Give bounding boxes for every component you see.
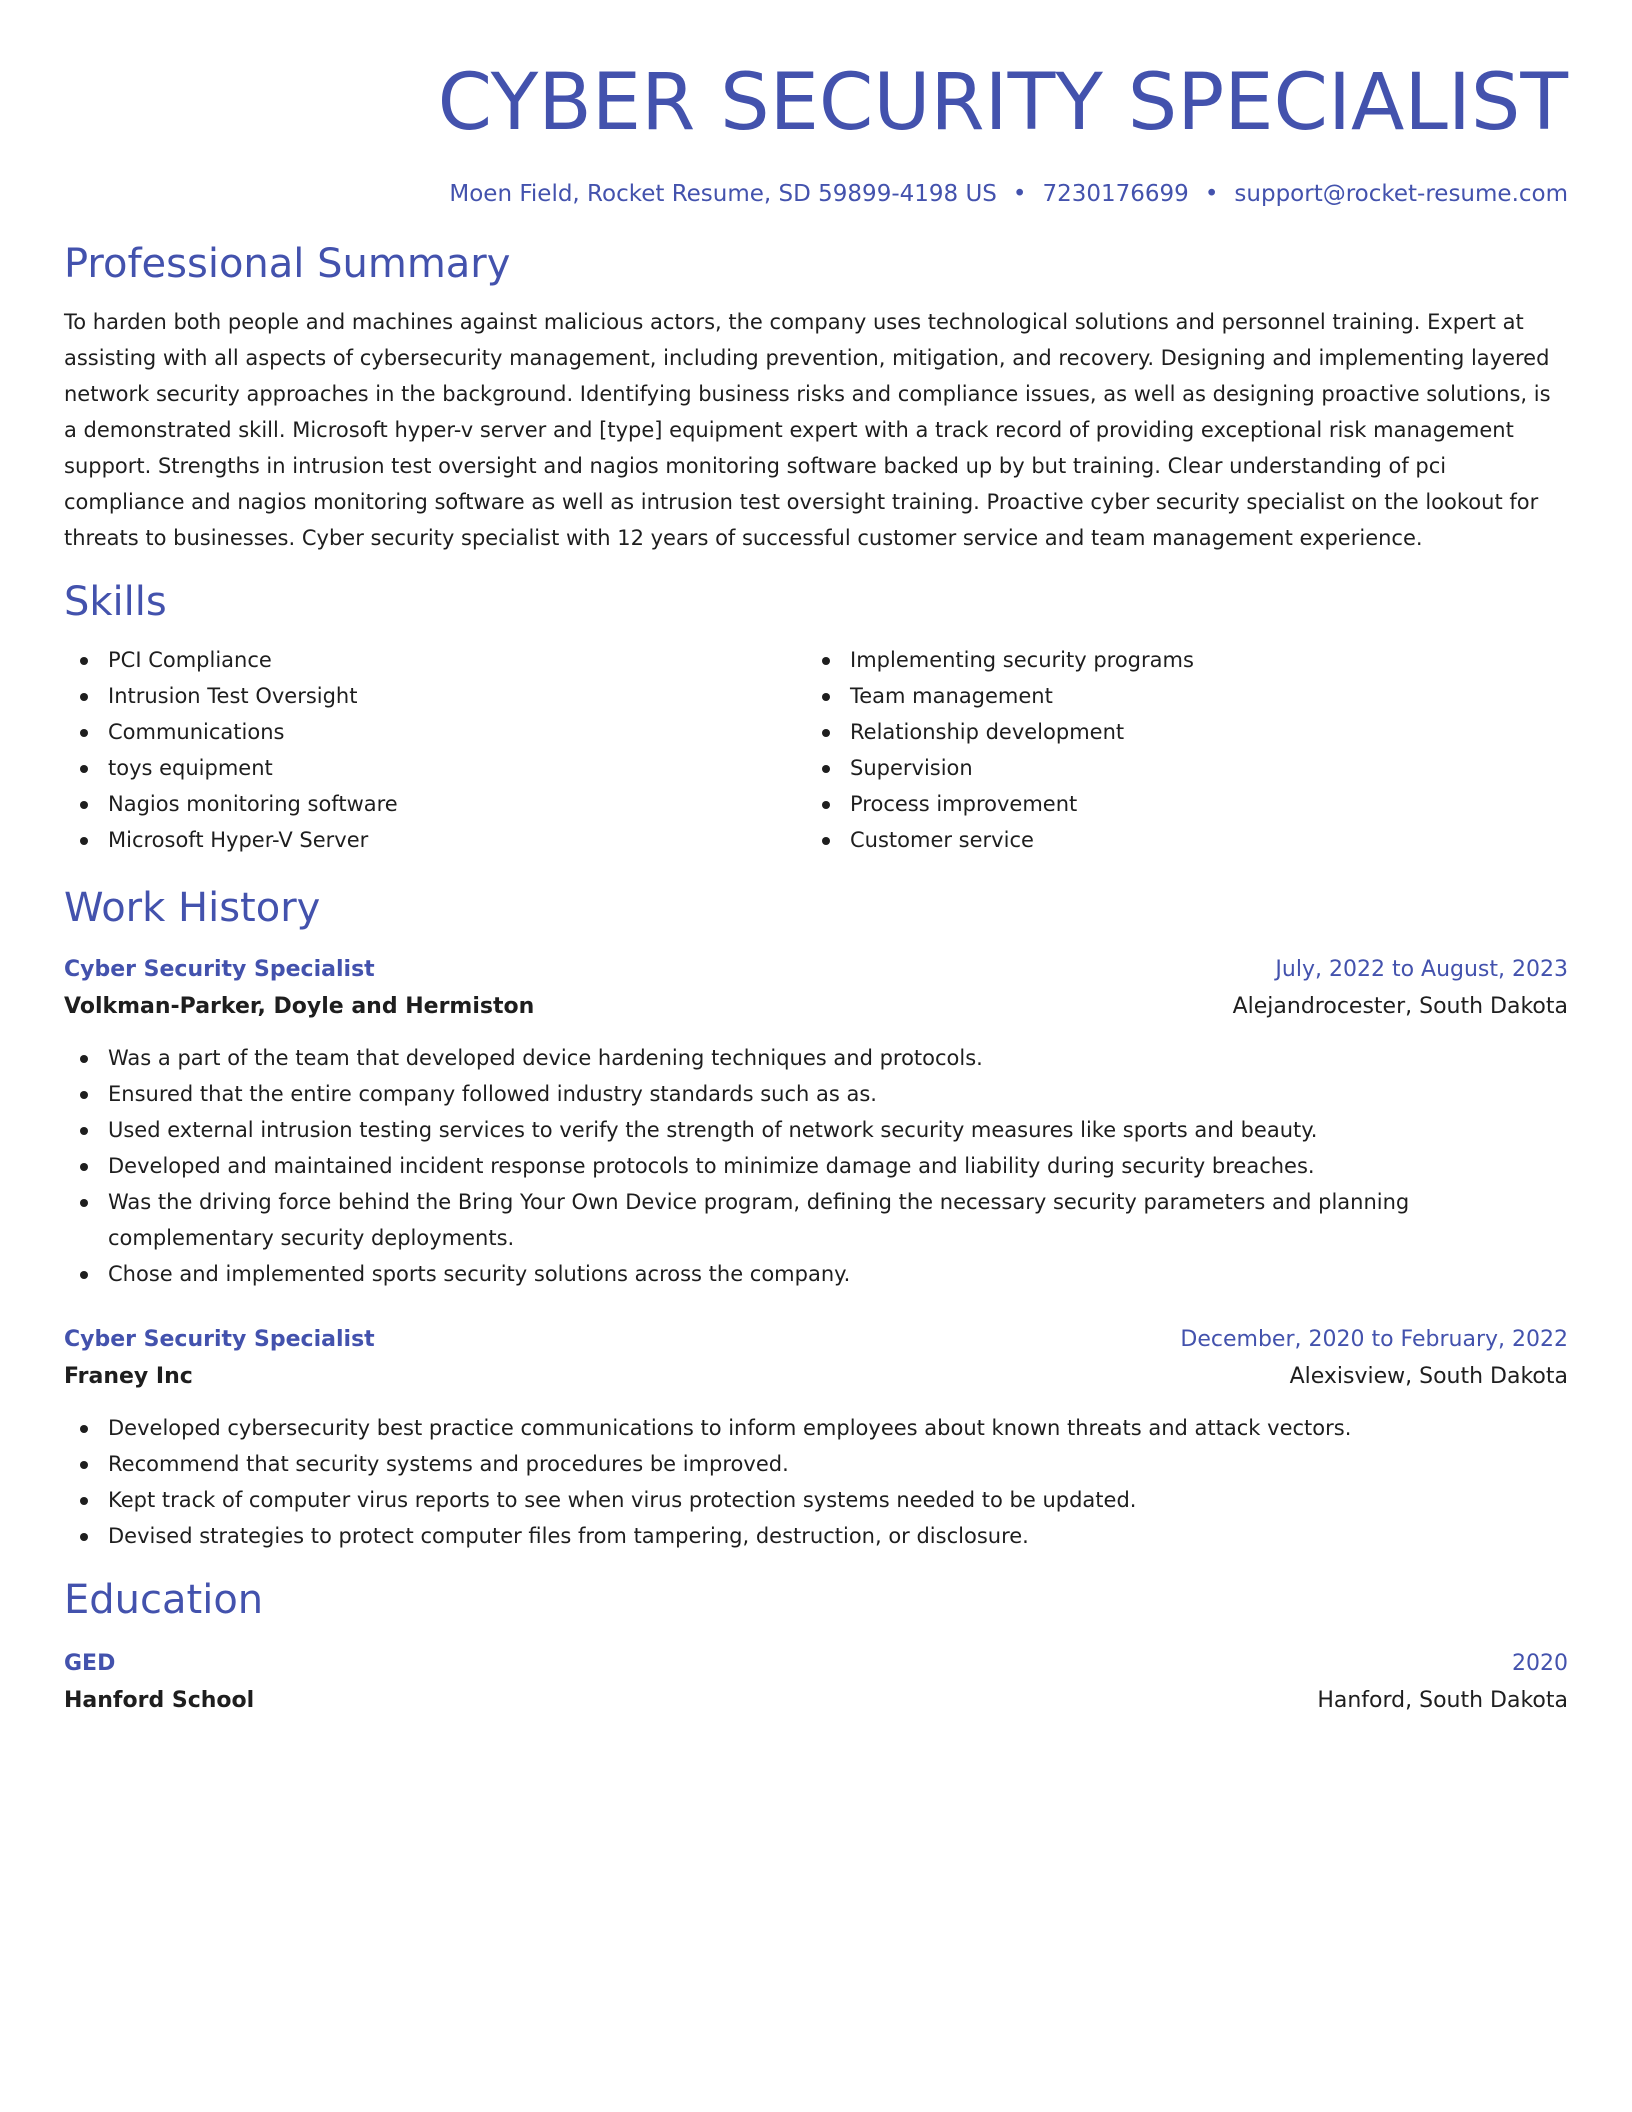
job-company: Franey Inc bbox=[64, 1364, 193, 1389]
job-location: Alejandrocester, South Dakota bbox=[1232, 994, 1568, 1019]
skills-heading: Skills bbox=[64, 579, 167, 625]
job-bullet: Was the driving force behind the Bring Your Own Device program, defining the necessary security parameters and planning complementary security deployments. bbox=[64, 1184, 1568, 1256]
job-subheader bbox=[64, 1358, 1568, 1396]
education-heading: Education bbox=[64, 1577, 264, 1623]
education-school: Hanford School bbox=[64, 1688, 255, 1713]
skill-item: Microsoft Hyper-V Server bbox=[64, 822, 806, 858]
resume-page bbox=[64, 0, 1568, 1720]
work-history-heading: Work History bbox=[64, 885, 321, 931]
skills-column-right bbox=[806, 642, 1548, 858]
skills-column-left bbox=[64, 642, 806, 858]
skill-item: Customer service bbox=[806, 822, 1548, 858]
job-role: Cyber Security Specialist bbox=[64, 957, 375, 982]
education-degree: GED bbox=[64, 1651, 116, 1676]
job-entry bbox=[64, 952, 1568, 1292]
education-entry bbox=[64, 1646, 1568, 1720]
skill-item: Supervision bbox=[806, 750, 1548, 786]
contact-email: support@rocket-resume.com bbox=[1234, 181, 1568, 207]
skills-list bbox=[64, 642, 1568, 858]
job-location: Alexisview, South Dakota bbox=[1289, 1364, 1568, 1389]
summary-heading: Professional Summary bbox=[64, 241, 511, 287]
job-bullets bbox=[64, 1410, 1568, 1554]
education-year: 2020 bbox=[1512, 1651, 1568, 1676]
job-header bbox=[64, 952, 1568, 988]
job-header bbox=[64, 1322, 1568, 1358]
job-bullet: Used external intrusion testing services to verify the strength of network security measures like sports and beauty. bbox=[64, 1112, 1568, 1148]
job-bullets bbox=[64, 1040, 1568, 1292]
skill-item: PCI Compliance bbox=[64, 642, 806, 678]
job-subheader bbox=[64, 988, 1568, 1026]
contact-address: Moen Field, Rocket Resume, SD 59899-4198 US bbox=[449, 181, 997, 207]
skill-item: Communications bbox=[64, 714, 806, 750]
skill-item: Process improvement bbox=[806, 786, 1548, 822]
job-bullet: Ensured that the entire company followed industry standards such as as. bbox=[64, 1076, 1568, 1112]
job-bullet: Developed cybersecurity best practice communications to inform employees about known threats and attack vectors. bbox=[64, 1410, 1568, 1446]
skill-item: Nagios monitoring software bbox=[64, 786, 806, 822]
job-bullet: Was a part of the team that developed device hardening techniques and protocols. bbox=[64, 1040, 1568, 1076]
job-dates: July, 2022 to August, 2023 bbox=[1275, 957, 1568, 982]
education-header bbox=[64, 1646, 1568, 1682]
job-bullet: Devised strategies to protect computer files from tampering, destruction, or disclosure. bbox=[64, 1518, 1568, 1554]
skill-item: toys equipment bbox=[64, 750, 806, 786]
job-bullet: Chose and implemented sports security solutions across the company. bbox=[64, 1256, 1568, 1292]
skill-item: Intrusion Test Oversight bbox=[64, 678, 806, 714]
skill-item: Implementing security programs bbox=[806, 642, 1548, 678]
skill-item: Relationship development bbox=[806, 714, 1548, 750]
contact-separator: • bbox=[1204, 181, 1219, 207]
job-company: Volkman-Parker, Doyle and Hermiston bbox=[64, 994, 535, 1019]
job-dates: December, 2020 to February, 2022 bbox=[1180, 1327, 1568, 1352]
contact-phone: 7230176699 bbox=[1042, 181, 1189, 207]
job-bullet: Recommend that security systems and procedures be improved. bbox=[64, 1446, 1568, 1482]
job-bullet: Kept track of computer virus reports to see when virus protection systems needed to be updated. bbox=[64, 1482, 1568, 1518]
job-bullet: Developed and maintained incident response protocols to minimize damage and liability during security breaches. bbox=[64, 1148, 1568, 1184]
skill-item: Team management bbox=[806, 678, 1548, 714]
summary-text: To harden both people and machines against malicious actors, the company uses technological solutions and personnel training. Expert at assisting with all aspects of cybersecurity management, including prevention, mitigation, and recovery. Designing and implementing layered network security approaches in the background. Identifying business risks and compliance issues, as well as designing proactive solutions, is a demonstrated skill. Microsoft hyper-v server and [type] equipment expert with a track record of providing exceptional risk management support. Strengths in intrusion test oversight and nagios monitoring software backed up by but training. Clear understanding of pci compliance and nagios monitoring software as well as intrusion test oversight training. Proactive cyber security specialist on the lookout for threats to businesses. Cyber security specialist with 12 years of successful customer service and team management experience. bbox=[64, 310, 1551, 550]
contact-line bbox=[64, 178, 1568, 210]
job-entry bbox=[64, 1322, 1568, 1554]
job-role: Cyber Security Specialist bbox=[64, 1327, 375, 1352]
education-location: Hanford, South Dakota bbox=[1317, 1688, 1568, 1713]
education-subheader bbox=[64, 1682, 1568, 1720]
resume-title: CYBER SECURITY SPECIALIST bbox=[437, 58, 1568, 148]
contact-separator: • bbox=[1012, 181, 1027, 207]
